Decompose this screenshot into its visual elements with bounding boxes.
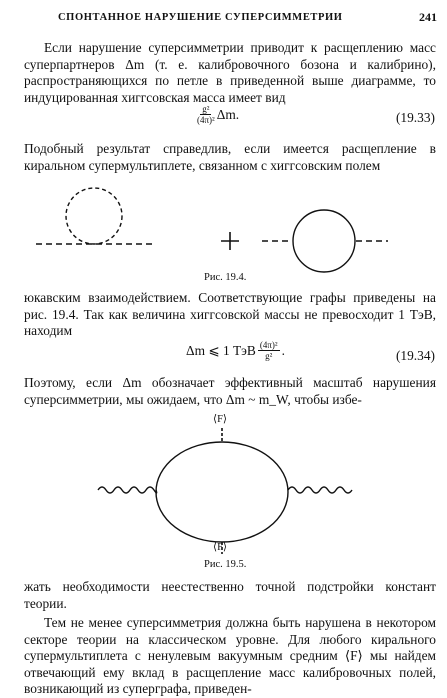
page-number: 241 xyxy=(419,10,437,24)
vev-label-top: ⟨F⟩ xyxy=(213,414,228,425)
fraction xyxy=(197,104,215,125)
fraction-denominator: g² xyxy=(265,351,273,361)
gauge-wavy-line-left xyxy=(98,487,157,493)
vev-label-bottom: ⟨F⟩ xyxy=(213,542,228,553)
paragraph-3: юкавским взаимодействием. Соответствующие графы приведены на рис. 19.4. Так как величина хиггсовской массы не превосходит 1 ТэВ, находим xyxy=(24,290,436,339)
gauge-wavy-line-right xyxy=(288,487,352,493)
equation-tail: . xyxy=(281,342,285,358)
equation-tail: Δm. xyxy=(216,106,240,122)
paragraph-6: Тем не менее суперсимметрия должна быть нарушена в некотором секторе теории на классическом уровне. Для любого кирального супермультиплета с ненулевым вакуумным средним ⟨F⟩ мы найдем отвечающий ему вклад в расщепление масс калибровочных полей, возникающий из суперграфа, приведен- xyxy=(24,615,436,697)
equation-19-33 xyxy=(195,104,239,125)
solid-loop xyxy=(293,210,355,272)
fraction-numerator: (4π)² xyxy=(259,340,278,350)
equation-number-19-33: (19.33) xyxy=(395,110,435,125)
paragraph-4: Поэтому, если Δm обозначает эффективный масштаб нарушения суперсимметрии, мы ожидаем, что Δm ~ m_W, чтобы избе- xyxy=(24,375,436,407)
fraction xyxy=(258,340,280,361)
fraction-numerator: g² xyxy=(202,104,210,114)
running-header: СПОНТАННОЕ НАРУШЕНИЕ СУПЕРСИММЕТРИИ xyxy=(58,12,343,23)
equation-number-19-34: (19.34) xyxy=(395,348,435,363)
paragraph-5: жать необходимости неестественно точной подстройки констант теории. xyxy=(24,579,436,611)
figure-19-4-caption: Рис. 19.4. xyxy=(204,272,247,283)
equation-lhs: Δm ⩽ 1 ТэВ xyxy=(186,342,256,358)
dashed-loop xyxy=(66,188,122,244)
equation-19-34 xyxy=(186,340,285,361)
figure-19-5-diagram xyxy=(0,428,447,558)
fraction-denominator: (4π)² xyxy=(197,115,215,125)
figure-19-5-caption: Рис. 19.5. xyxy=(204,559,247,570)
superfield-loop xyxy=(156,442,288,542)
paragraph-1: Если нарушение суперсимметрии приводит к расщеплению масс суперпартнеров Δm (т. е. калибровочного бозона и калибрино), распространяющихся по петле в приведенной выше диаграмме, то индуцированная хиггсовская масса имеет вид xyxy=(24,40,436,105)
paragraph-2: Подобный результат справедлив, если имеется расщепление в киральном супермультиплете, связанном с хиггсовским полем xyxy=(24,141,436,173)
